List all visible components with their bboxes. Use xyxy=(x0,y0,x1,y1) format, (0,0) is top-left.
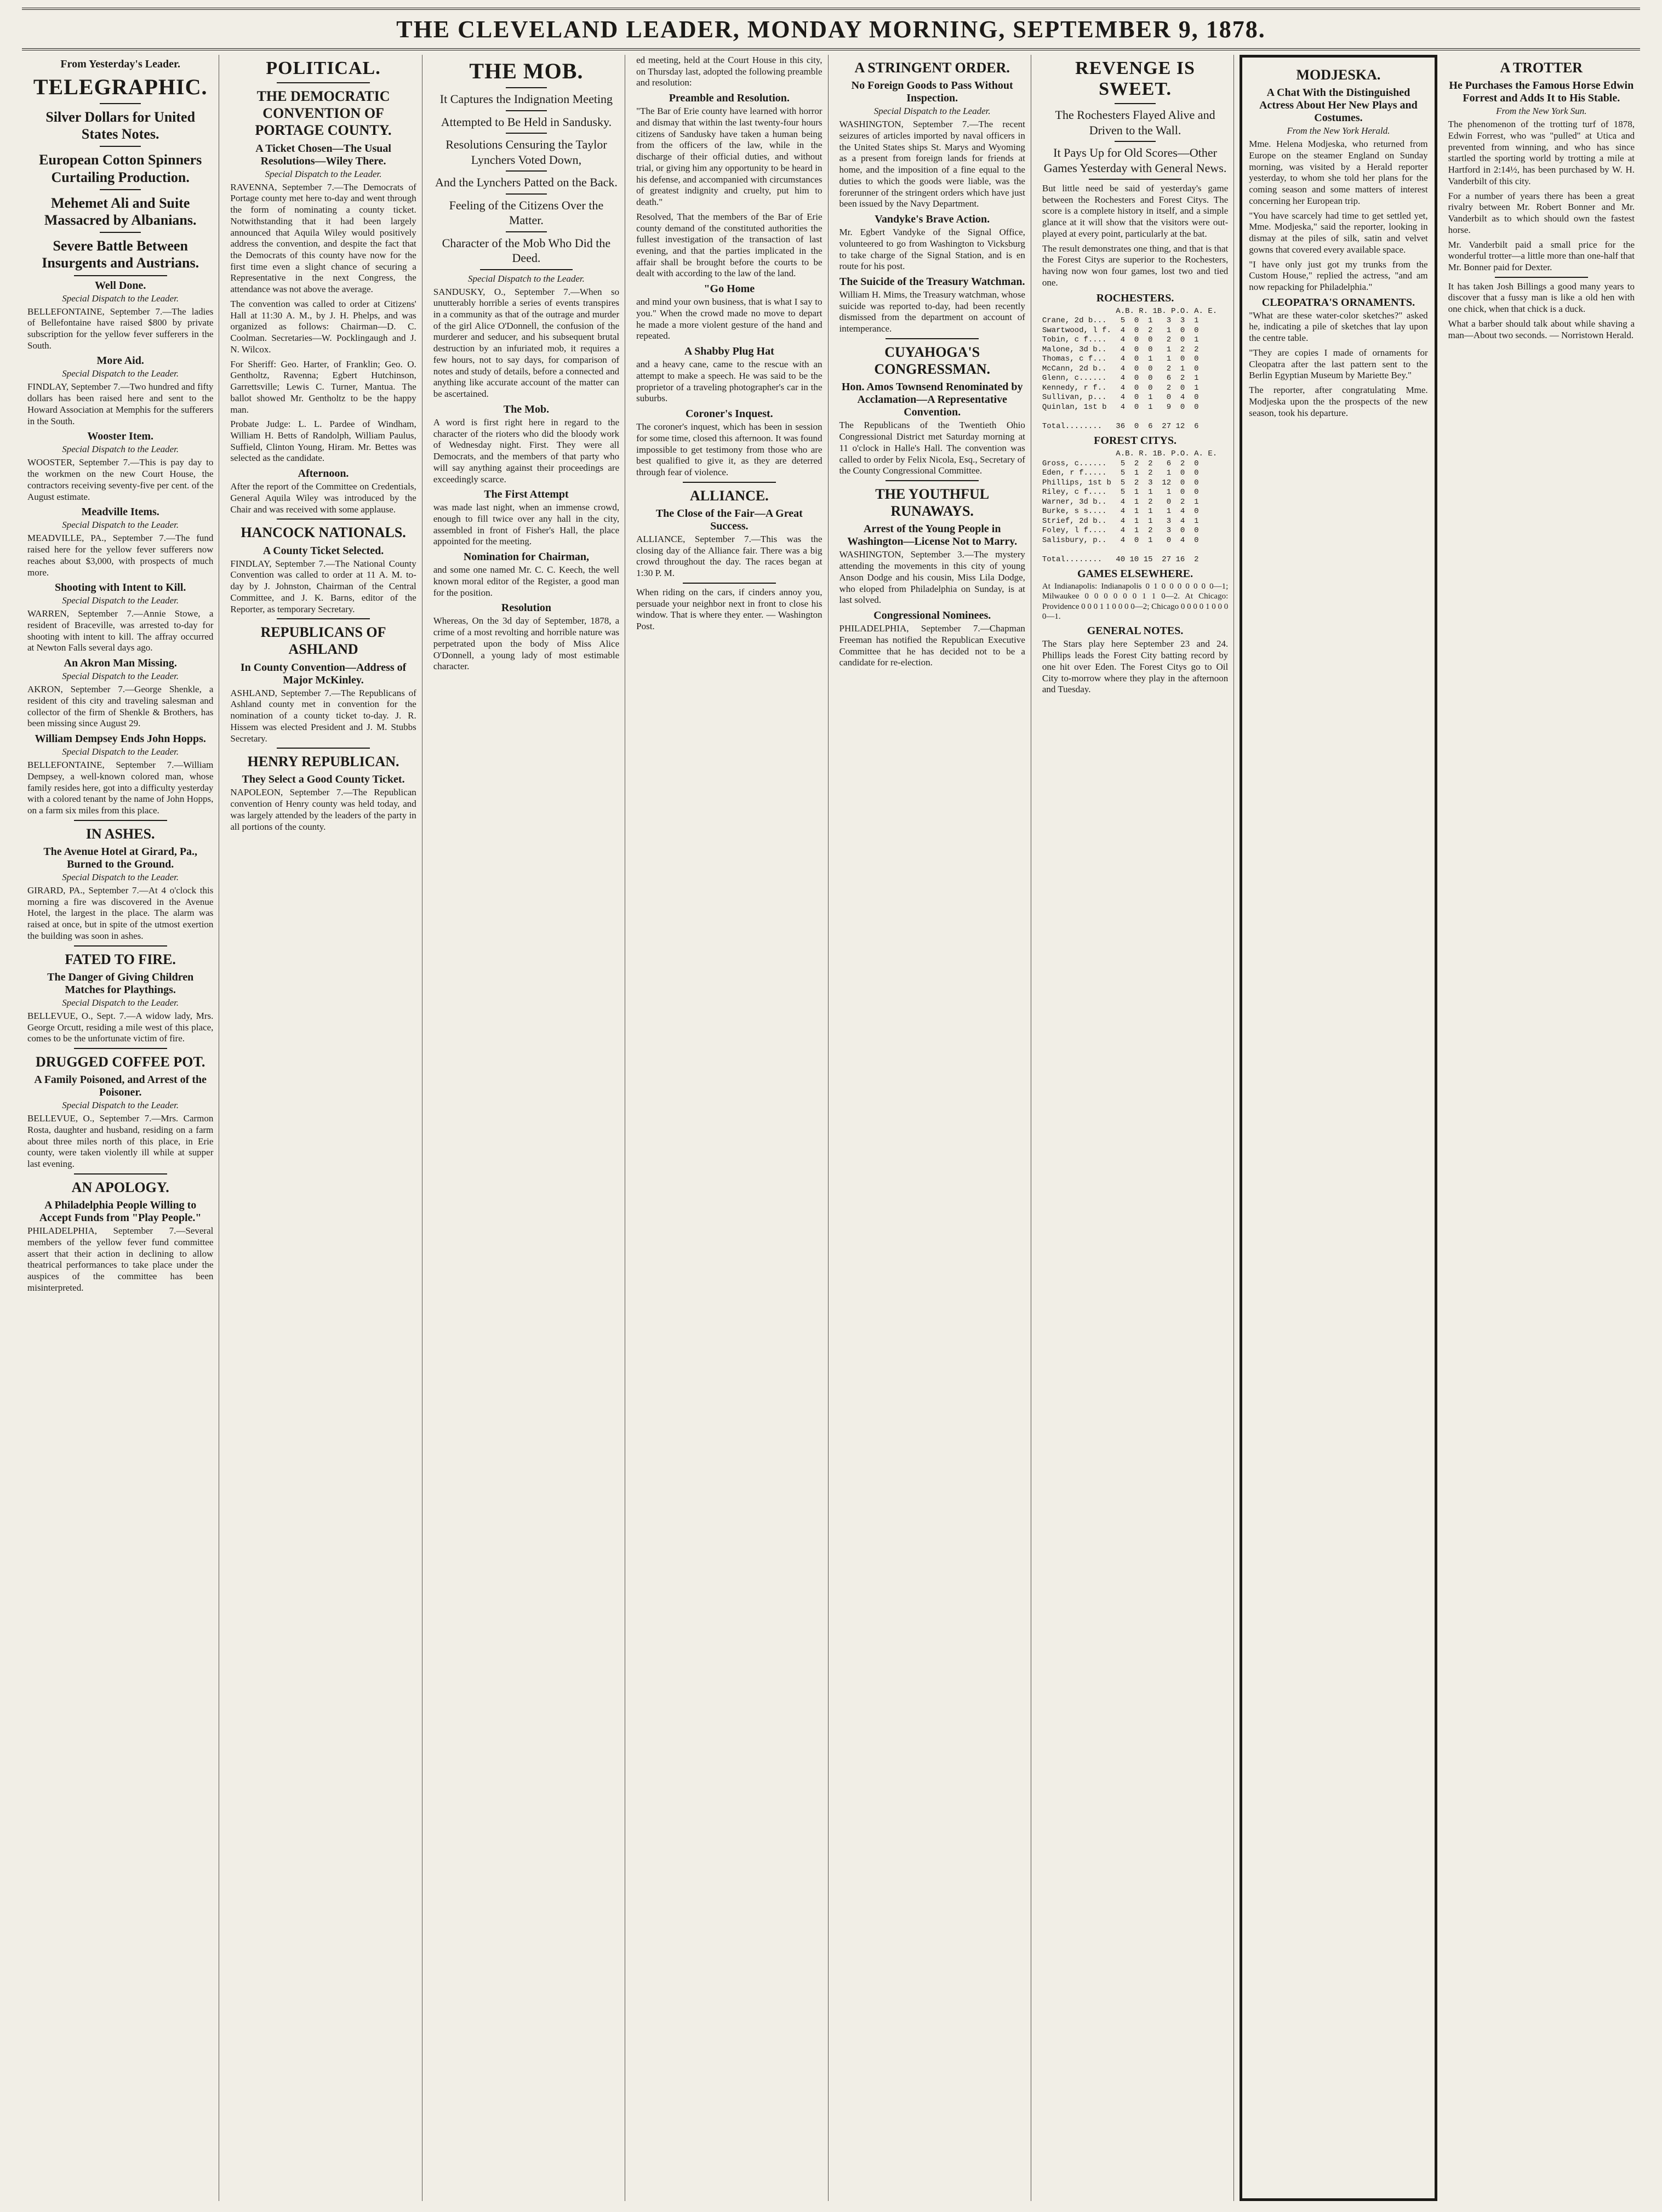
dateline: Special Dispatch to the Leader. xyxy=(467,273,585,284)
article-text: RAVENNA, September 7.—The Democrats of Portage county met here to-day and went through the form of nominating a county ticket. Notwithstanding that it had been largely announced that Aquila Wiley would positively address the convention, and despite the fact that the Democrats of this county have now for the first time even a slight chance of securing a Representative in the next Congress, the attendance was not above the average. xyxy=(230,181,416,295)
headline: CUYAHOGA'S CONGRESSMAN. xyxy=(874,344,990,378)
rule xyxy=(506,87,547,88)
article-text: and mind your own business, that is what I say to you." When the crowd made no move to depart he made a more violent gesture of the hand and repeated. xyxy=(636,297,823,341)
article-text: It has taken Josh Billings a good many years to discover that a fussy man is like a old hen with one chick, when that chick is a duck. xyxy=(1448,281,1635,315)
headline: A STRINGENT ORDER. xyxy=(854,60,1010,76)
columns xyxy=(22,55,1640,2201)
headline: HANCOCK NATIONALS. xyxy=(241,525,406,541)
item-text: FINDLAY, September 7.—Two hundred and fifty dollars has been raised here and sent to the Howard Association at Memphis for the sufferers in the South. xyxy=(27,381,214,426)
article-text: SANDUSKY, O., September 7.—When so unutterably horrible a series of events transpires in a community as that of the outrage and murder of the girl Alice O'Donnell, the confusion of the murderer and seducer, and his subsequent brutal destruction by an infuriated mob, it requires a few hours, not to say days, for comparison of notes and study of details, before a connected and anything like accurate account of the matter can be ascertained. xyxy=(433,286,620,400)
rule xyxy=(1495,277,1588,278)
rule xyxy=(506,231,547,232)
article-text: FINDLAY, September 7.—The National County Convention was called to order at 11 A. M. to-day by J. Johnston, Chairman of the Central Committee, and J. K. Barns, editor of the Reporter, as temporary Secretary. xyxy=(230,558,416,614)
article-text: BELLEVUE, O., September 7.—Mrs. Carmon Rosta, daughter and husband, residing on a farm about three miles north of this place, in Erie county, were taken violently ill while at supper last evening. xyxy=(27,1113,214,1170)
article-text: "What are these water-color sketches?" asked he, indicating a pile of sketches that lay upon the centre table. xyxy=(1249,310,1428,344)
rule xyxy=(74,275,167,276)
article-text: When riding on the cars, if cinders annoy you, persuade your neighbor next in front to close his window. That is where they enter. — Washington Post. xyxy=(636,586,823,632)
column-1 xyxy=(22,55,219,2201)
headline: THE YOUTHFUL RUNAWAYS. xyxy=(875,486,990,520)
subhead: The Mob. xyxy=(503,403,550,415)
subhead: The Close of the Fair—A Great Success. xyxy=(655,507,803,532)
article-text: The result demonstrates one thing, and that is that the Forest Citys are superior to the Rochesters, having now won four games, lost two and tied one. xyxy=(1042,243,1229,288)
headline: It Captures the Indignation Meeting xyxy=(439,92,613,106)
dateline: Special Dispatch to the Leader. xyxy=(62,368,179,379)
subhead: Resolution xyxy=(501,602,551,614)
subhead: A Chat With the Distinguished Actress About Her New Plays and Costumes. xyxy=(1259,87,1418,124)
subhead: Coroner's Inquest. xyxy=(685,408,773,420)
rule xyxy=(480,269,573,270)
article-title: DRUGGED COFFEE POT. xyxy=(36,1054,205,1070)
article-text: William H. Mims, the Treasury watchman, whose suicide was reported to-day, had been recently dismissed from the department on account of intemperance. xyxy=(839,289,1025,334)
rule xyxy=(277,748,370,749)
rule xyxy=(683,482,776,483)
article-text: What a barber should talk about while shaving a man—About two seconds. — Norristown Herald. xyxy=(1448,318,1635,340)
article-text: Mr. Egbert Vandyke of the Signal Office, volunteered to go from Washington to Vicksburg to take charge of the Signal Station, and is en route for his post. xyxy=(839,227,1025,272)
article-subhead: The Danger of Giving Children Matches for Playthings. xyxy=(47,971,194,996)
subhead: A Shabby Plug Hat xyxy=(684,345,774,358)
article-text: and a heavy cane, came to the rescue with an attempt to make a speech. He was said to be the proprietor of a traveling photographer's car in the suburbs. xyxy=(636,359,823,404)
rule xyxy=(886,338,979,339)
subhead: "Go Home xyxy=(704,283,755,295)
article-text: "I have only just got my trunks from the Custom House," replied the actress, "and am now repacking for Philadelphia." xyxy=(1249,259,1428,292)
article-text: ed meeting, held at the Court House in this city, on Thursday last, adopted the following preamble and resolution: xyxy=(636,55,823,88)
article-text: For a number of years there has been a great rivalry between Mr. Robert Bonner and Mr. Vanderbilt as to which should own the fastest horse. xyxy=(1448,190,1635,235)
rule xyxy=(506,110,547,111)
subhead: The First Attempt xyxy=(484,488,569,501)
source: From the New York Sun. xyxy=(1496,106,1587,117)
source: From the New York Herald. xyxy=(1287,126,1390,136)
rule xyxy=(277,618,370,619)
item-text: BELLEFONTAINE, September 7.—The ladies of Bellefontaine have raised $800 by private subscription for the yellow fever sufferers in the South. xyxy=(27,306,214,351)
article-text: The convention was called to order at Citizens' Hall at 11:30 A. M., by J. H. Phelps, and was organized as follows: Chairman—D. C. Coolman. Secretaries—W. Pocklingaugh and J. N. Wilcox. xyxy=(230,298,416,355)
table-label: FOREST CITYS. xyxy=(1094,435,1176,447)
article-text: WASHINGTON, September 3.—The mystery attending the movements in this city of young Anson Dodge and his cousin, Miss Lila Dodge, who eloped from Philadelphia on Sunday, is at last solved. xyxy=(839,549,1025,606)
item-text: BELLEFONTAINE, September 7.—William Dempsey, a well-known colored man, whose family resides here, got into a difficulty yesterday with a colored tenant by the name of John Hopps, on a farm six miles from this place. xyxy=(27,760,214,816)
subhead: The Suicide of the Treasury Watchman. xyxy=(839,276,1025,288)
rule xyxy=(1089,179,1182,180)
column-8 xyxy=(1443,55,1640,2201)
subhead: It Pays Up for Old Scores—Other Games Yesterday with General News. xyxy=(1043,146,1227,175)
column-fade xyxy=(22,2179,219,2201)
article-text: NAPOLEON, September 7.—The Republican convention of Henry county was held today, and was largely attended by the leaders of the party in all portions of the county. xyxy=(230,787,416,832)
rule xyxy=(74,820,167,821)
headline: Silver Dollars for United States Notes. xyxy=(45,109,196,142)
article-text: After the report of the Committee on Credentials, General Aquila Wiley was introduced by the Chair and was received with some applause. xyxy=(230,481,416,515)
column-7-boxed xyxy=(1240,55,1437,2201)
rule xyxy=(74,945,167,947)
section-political: POLITICAL. xyxy=(266,58,381,78)
dateline: Special Dispatch to the Leader. xyxy=(265,168,382,179)
rule xyxy=(277,82,370,83)
item-title: More Aid. xyxy=(96,355,144,367)
article-text: Mme. Helena Modjeska, who returned from Europe on the steamer England on Sunday morning, was visited by a Herald reporter yesterday, to whom she told her plans for the coming season and some matters of interest concerning her European trip. xyxy=(1249,139,1428,206)
column-fade xyxy=(1443,2179,1640,2201)
article-text: WASHINGTON, September 7.—The recent seizures of articles imported by naval officers in the United States ships St. Marys and Wyoming as a present from foreign lands for friends at home, and the imposition of a fine equal to the duties to which the goods were liable, was the forerunner of the stringent orders which have just been issued by the Navy Department. xyxy=(839,119,1025,209)
dateline: Special Dispatch to the Leader. xyxy=(62,1100,179,1111)
rule xyxy=(506,193,547,195)
article-title: IN ASHES. xyxy=(85,825,155,842)
rule xyxy=(1115,141,1156,142)
dateline: Special Dispatch to the Leader. xyxy=(62,293,179,304)
headline: THE DEMOCRATIC CONVENTION OF PORTAGE COUNTY. xyxy=(255,88,392,139)
column-fade xyxy=(225,2179,421,2201)
headline: European Cotton Spinners Curtailing Production. xyxy=(39,152,202,185)
box-score-table: A.B. R. 1B. P.O. A. E. Gross, c...... 5 2 2 6 2 0 Eden, r f..... 5 1 2 1 0 0 Phillips, 1st b 5 2 3 12 0 0 Riley, c f.... 5 1 1 1 0 0 Warner, 3d b.. 4 1 2 0 2 1 Burke, s s.... 4 1 1 1 4 0 Strief, 2d b.. 4 1 1 3 4 1 Foley, l f.... 4 1 2 3 0 0 Salisbury, p.. 4 0 1 0 4 0 Total........ 40 10 15 27 16 2 xyxy=(1042,449,1218,564)
section-the-mob: THE MOB. xyxy=(469,59,584,83)
dateline: Special Dispatch to the Leader. xyxy=(62,746,179,757)
subhead: Hon. Amos Townsend Renominated by Acclamation—A Representative Convention. xyxy=(841,381,1023,419)
subhead: CLEOPATRA'S ORNAMENTS. xyxy=(1261,296,1415,309)
subhead: Vandyke's Brave Action. xyxy=(875,213,990,226)
section-telegraphic: TELEGRAPHIC. xyxy=(33,75,208,99)
dateline: Special Dispatch to the Leader. xyxy=(62,671,179,682)
subhead: A County Ticket Selected. xyxy=(262,544,384,557)
headline: Severe Battle Between Insurgents and Austrians. xyxy=(42,238,199,271)
item-text: AKRON, September 7.—George Shenkle, a resident of this city and traveling salesman and collector of the firm of Shenkle & Brothers, has been missing since August 29. xyxy=(27,684,214,729)
article-text: The Stars play here September 23 and 24. Phillips leads the Forest City batting record by one hit over Eden. The Forest Citys go to Oil City to-morrow where they play in the afternoon and Tuesday. xyxy=(1042,638,1229,695)
column-6 xyxy=(1037,55,1234,2201)
column-3 xyxy=(428,55,625,2201)
dateline: Special Dispatch to the Leader. xyxy=(62,871,179,882)
subhead: Afternoon. xyxy=(298,468,349,480)
article-text: "They are copies I made of ornaments for Cleopatra after the last pattern sent to the Berlin Egyptian Museum by Mariette Bey." xyxy=(1249,347,1428,381)
article-text: A word is first right here in regard to the character of the rioters who did the bloody work of Wednesday night. First. They were all Democrats, and the members of that party who will say anything against their proceedings are exceedingly scarce. xyxy=(433,417,620,484)
article-text: For Sheriff: Geo. Harter, of Franklin; Geo. O. Gentholtz, Ravenna; Egbert Hutchinson, Garrettsville; Lewis C. Turner, Mantua. The ballot showed Mr. Gentholtz to be the happy man. xyxy=(230,358,416,415)
table-label: ROCHESTERS. xyxy=(1096,292,1174,304)
column-2 xyxy=(225,55,422,2201)
article-text: PHILADELPHIA, September 7.—Several members of the yellow fever fund committee assert that their action in declining to allow theatrical performances to take place under the auspices of the committee has been misinterpreted. xyxy=(27,1225,214,1293)
headline: And the Lynchers Patted on the Back. xyxy=(435,175,618,189)
dateline: Special Dispatch to the Leader. xyxy=(62,595,179,606)
article-text: Whereas, On the 3d day of September, 1878, a crime of a most revolting and horrible nature was perpetrated upon the body of Miss Alice O'Donnell, a young lady of most estimable character. xyxy=(433,615,620,672)
headline: ALLIANCE. xyxy=(689,487,769,504)
rule xyxy=(100,232,141,233)
subhead: GENERAL NOTES. xyxy=(1087,625,1184,637)
subhead: Nomination for Chairman, xyxy=(463,551,589,563)
item-title: An Akron Man Missing. xyxy=(64,657,177,670)
column-fade xyxy=(631,2179,827,2201)
headline: Mehemet Ali and Suite Massacred by Albanians. xyxy=(44,195,197,228)
headline: Attempted to Be Held in Sandusky. xyxy=(441,115,612,129)
article-text: Resolved, That the members of the Bar of Erie county demand of the constituted authorities the fullest investigation of the transaction of last evening, and that the parties implicated in the affair shall be brought before the courts to be dealt with according to the law of the land. xyxy=(636,211,823,279)
rule xyxy=(74,1173,167,1175)
item-title: Shooting with Intent to Kill. xyxy=(54,581,186,594)
article-text: "The Bar of Erie county have learned with horror and dismay that within the last twenty-four hours citizens of Sandusky have taken a human being from the officers of the law, while in the discharge of their official duties, and without trial, or giving him any opportunity to be heard in his defense, and accompanied with circumstances of greatest indignity and cruelty, put him to death." xyxy=(636,106,823,208)
headline: Feeling of the Citizens Over the Matter. xyxy=(449,198,604,227)
dateline: Special Dispatch to the Leader. xyxy=(62,520,179,531)
dateline: Special Dispatch to the Leader. xyxy=(62,444,179,455)
headline: HENRY REPUBLICAN. xyxy=(247,754,399,770)
dateline: Special Dispatch to the Leader. xyxy=(62,997,179,1008)
rule xyxy=(100,146,141,147)
article-subhead: A Philadelphia People Willing to Accept Funds from "Play People." xyxy=(39,1199,202,1224)
column-fade xyxy=(1037,2179,1233,2201)
headline: A TROTTER xyxy=(1500,60,1583,76)
article-title: FATED TO FIRE. xyxy=(65,951,176,967)
subhead: Preamble and Resolution. xyxy=(669,92,790,105)
article-text: The Republicans of the Twentieth Ohio Congressional District met Saturday morning at 11 o'clock in Halle's Hall. The convention was called to order by Felix Nicola, Esq., Secretary of the County Congressional Committee. xyxy=(839,420,1025,476)
rule xyxy=(277,518,370,520)
article-text: PHILADELPHIA, September 7.—Chapman Freeman has notified the Republican Executive Committee that he has decided not to be a candidate for re-election. xyxy=(839,623,1025,668)
subhead: GAMES ELSEWHERE. xyxy=(1077,568,1193,580)
article-text: "You have scarcely had time to get settled yet, Mme. Modjeska," said the reporter, looking in dismay at the piles of silk, satin and velvet gowns that covered every available space. xyxy=(1249,210,1428,255)
subhead: No Foreign Goods to Pass Without Inspection. xyxy=(851,79,1013,105)
item-title: Meadville Items. xyxy=(81,506,159,518)
rule xyxy=(100,103,141,104)
article-text: was made last night, when an immense crowd, enough to fill twice over any hall in the city, assembled in front of Fisher's Hall, the place appointed for the meeting. xyxy=(433,502,620,547)
article-text: But little need be said of yesterday's game between the Rochesters and Forest Citys. The score is a complete history in itself, and a simple glance at it will show that the visitors were out-played at every point, particularly at the bat. xyxy=(1042,183,1229,239)
headline: REVENGE IS SWEET. xyxy=(1075,58,1195,99)
headline: Resolutions Censuring the Taylor Lynchers Voted Down, xyxy=(446,138,607,167)
article-text: and some one named Mr. C. C. Keech, the well known moral editor of the Register, a good man for the position. xyxy=(433,565,620,598)
article-text: The coroner's inquest, which has been in session for some time, closed this afternoon. It was found impossible to get testimony from those who are best qualified to give it, as they are deterred through fear of violence. xyxy=(636,421,823,478)
rule xyxy=(1115,103,1156,104)
column-fade xyxy=(428,2179,625,2201)
kicker: From Yesterday's Leader. xyxy=(60,58,181,70)
masthead-title: THE CLEVELAND LEADER, MONDAY MORNING, SEPTEMBER 9, 1878. xyxy=(22,8,1640,50)
article-text: At Indianapolis: Indianapolis 0 1 0 0 0 0 0 0 0—1; Milwaukee 0 0 0 0 0 0 1 1 0—2. At Chicago: Providence 0 0 0 1 1 0 0 0 0—2; Chicago 0 0 0 0 1 0 0 0 0—1. xyxy=(1042,582,1229,621)
article-text: The reporter, after congratulating Mme. Modjeska upon the the prospects of the new season, took his departure. xyxy=(1249,385,1428,418)
subhead: A Ticket Chosen—The Usual Resolutions—Wiley There. xyxy=(255,142,391,167)
article-text: Mr. Vanderbilt paid a small price for the wonderful trotter—a little more than one-half that Mr. Bonner paid for Dexter. xyxy=(1448,239,1635,272)
rule xyxy=(886,480,979,481)
item-title: Wooster Item. xyxy=(87,430,154,443)
rule xyxy=(74,1048,167,1049)
item-text: MEADVILLE, PA., September 7.—The fund raised here for the yellow fever sufferers now reaches about $3,000, with prospects of much more. xyxy=(27,533,214,578)
subhead: Congressional Nominees. xyxy=(873,609,991,622)
subhead: The Rochesters Flayed Alive and Driven to the Wall. xyxy=(1055,108,1215,137)
column-5 xyxy=(834,55,1031,2201)
article-text: Probate Judge: L. L. Pardee of Windham, William H. Betts of Randolph, William Paulus, Suffield, Clinton Young, Hiram. Mr. Bettes was selected as the candidate. xyxy=(230,419,416,464)
column-4 xyxy=(631,55,828,2201)
dateline: Special Dispatch to the Leader. xyxy=(873,106,991,117)
article-text: ALLIANCE, September 7.—This was the closing day of the Alliance fair. There was a big crowd throughout the day. The races began at 1:30 P. M. xyxy=(636,533,823,579)
rule xyxy=(683,583,776,584)
article-text: GIRARD, PA., September 7.—At 4 o'clock this morning a fire was discovered in the Avenue Hotel, the largest in the place. The alarm was raised at once, but in spite of the utmost exertion the building was soon in ashes. xyxy=(27,885,214,941)
rule xyxy=(100,189,141,190)
article-text: The phenomenon of the trotting turf of 1878, Edwin Forrest, who was "pulled" at Utica and prevented from winning, and who has since startled the sporting world by trotting a mile at Hartford in 2:14½, has been purchased by W. H. Vanderbilt of this city. xyxy=(1448,119,1635,186)
rule xyxy=(506,133,547,134)
subhead: Arrest of the Young People in Washington—License Not to Marry. xyxy=(847,523,1018,548)
subhead: He Purchases the Famous Horse Edwin Forrest and Adds It to His Stable. xyxy=(1449,79,1634,105)
item-text: WOOSTER, September 7.—This is pay day to the workmen on the new Court House, the contractors receiving seventy-five per cent. of the August estimate. xyxy=(27,457,214,502)
subhead: They Select a Good County Ticket. xyxy=(242,773,405,786)
item-title: Well Done. xyxy=(95,279,146,292)
column-fade xyxy=(834,2179,1031,2201)
subhead: In County Convention—Address of Major McKinley. xyxy=(240,661,407,686)
article-title: AN APOLOGY. xyxy=(71,1179,169,1195)
box-score-table: A.B. R. 1B. P.O. A. E. Crane, 2d b... 5 0 1 3 3 1 Swartwood, l f. 4 0 2 1 0 0 Tobin, c f.... 4 0 0 2 0 1 Malone, 3d b.. 4 0 0 1 2 2 Thomas, c f... 4 0 1 1 0 0 McCann, 2d b.. 4 0 0 2 1 0 Glenn, c...... 4 0 0 6 2 1 Kennedy, r f.. 4 0 0 2 0 1 Sullivan, p... 4 0 1 0 4 0 Quinlan, 1st b 4 0 1 9 0 0 Total........ 36 0 6 27 12 6 xyxy=(1042,306,1218,431)
article-subhead: A Family Poisoned, and Arrest of the Poisoner. xyxy=(34,1074,207,1099)
item-text: WARREN, September 7.—Annie Stowe, a resident of Braceville, was arrested to-day for shooting with intent to kill. The affray occurred at Newton Falls several days ago. xyxy=(27,608,214,653)
article-text: ASHLAND, September 7.—The Republicans of Ashland county met in convention for the nomination of a county ticket to-day. J. R. Hissem was elected President and J. M. Stubbs Secretary. xyxy=(230,687,416,744)
rule xyxy=(506,170,547,172)
article-subhead: The Avenue Hotel at Girard, Pa., Burned to the Ground. xyxy=(43,845,198,870)
article-text: BELLEVUE, O., Sept. 7.—A widow lady, Mrs. George Orcutt, residing a mile west of this place, comes to be the unfortunate victim of fire. xyxy=(27,1010,214,1044)
headline: Character of the Mob Who Did the Deed. xyxy=(442,236,611,265)
headline: REPUBLICANS OF ASHLAND xyxy=(260,624,386,658)
item-title: William Dempsey Ends John Hopps. xyxy=(35,733,206,745)
headline: MODJESKA. xyxy=(1296,67,1381,83)
